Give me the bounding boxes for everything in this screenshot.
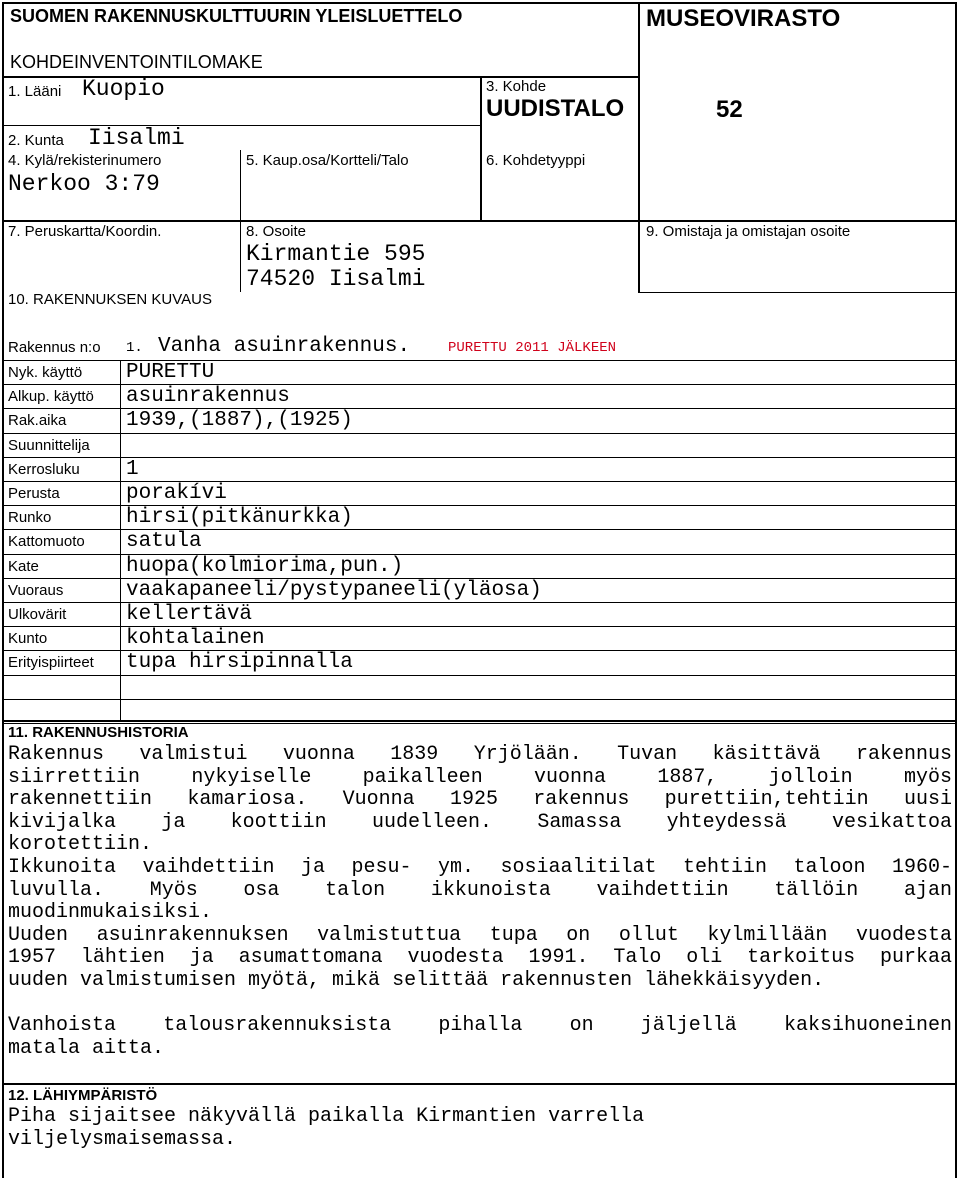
text-line: 1957 lähtien ja asumattomana vuodesta 1991. Talo oli tarkoitus purkaa [8, 946, 952, 970]
kohde-label: 3. Kohde [486, 78, 547, 95]
osoite-label: 8. Osoite [246, 223, 307, 240]
kaup-label: 5. Kaup.osa/Kortteli/Talo [246, 152, 409, 169]
text-line: Ikkunoita vaihdettiin ja pesu- ym. sosiaalitilat tehtiin taloon 1960- [8, 855, 952, 879]
attribute-label: Alkup. käyttö [8, 388, 94, 406]
rakennus-status: PURETTU 2011 JÄLKEEN [448, 340, 617, 356]
laani-value: Kuopio [82, 76, 165, 102]
attribute-label: Rak.aika [8, 412, 67, 430]
peruskartta-label: 7. Peruskartta/Koordin. [8, 223, 162, 240]
text-line: kivijalka ja koottiin uudelleen. Samassa yhteydessä vesikattoa [8, 810, 952, 834]
omistaja-label: 9. Omistaja ja omistajan osoite [646, 223, 851, 240]
text-line: viljelysmaisemassa. [8, 1127, 237, 1151]
attribute-label: Suunnittelija [8, 436, 90, 454]
surroundings-title: 12. LÄHIYMPÄRISTÖ [8, 1087, 158, 1104]
attribute-value: 1 [126, 457, 139, 481]
attribute-label: Nyk. käyttö [8, 364, 83, 381]
form-title: SUOMEN RAKENNUSKULTTUURIN YLEISLUETTELO [10, 6, 463, 26]
attribute-label: Ulkovärit [8, 606, 67, 623]
attribute-value: kellertävä [126, 603, 253, 626]
attribute-value: kohtalainen [126, 627, 265, 651]
attribute-value: porakívi [126, 482, 227, 505]
row-divider [2, 457, 957, 458]
kuvaus-label: 10. RAKENNUKSEN KUVAUS [8, 291, 212, 308]
form-subtitle: KOHDEINVENTOINTILOMAKE [10, 52, 263, 72]
kohde-number: 52 [716, 96, 743, 123]
osoite-line1: Kirmantie 595 [246, 241, 426, 267]
agency-name: MUSEOVIRASTO [646, 5, 841, 32]
surroundings-text [8, 1106, 952, 1151]
rakennus-label: Rakennus n:o [8, 339, 101, 356]
text-line: rakennettiin kamariosa. Vuonna 1925 rakennus purettiin,tehtiin uusi [8, 788, 952, 812]
row-divider [2, 433, 957, 434]
kohde-name: UUDISTALO [486, 95, 625, 122]
text-line: uuden valmistumisen myötä, mikä selittää rakennusten lähekkäisyyden. [8, 968, 825, 992]
text-line [8, 993, 952, 1016]
attribute-value: PURETTU [126, 361, 215, 384]
kohdetyyppi-label: 6. Kohdetyyppi [486, 152, 586, 169]
text-line: korotettiin. [8, 833, 153, 857]
laani-label: 1. Lääni [8, 83, 62, 100]
row-divider [2, 675, 957, 676]
attribute-label: Kattomuoto [8, 533, 85, 551]
attribute-label: Kunto [8, 630, 48, 648]
attribute-label: Erityispiirteet [8, 654, 94, 672]
attribute-value: huopa(kolmiorima,pun.) [126, 554, 404, 578]
attribute-label: Kerrosluku [8, 460, 80, 478]
history-title: 11. RAKENNUSHISTORIA [8, 724, 189, 741]
kunta-label: 2. Kunta [8, 132, 64, 149]
attribute-label: Runko [8, 509, 52, 527]
text-line: siirrettiin nykyiselle paikalleen vuonna 1887, jolloin myös [8, 765, 952, 789]
rakennus-number: 1. [126, 340, 143, 356]
attribute-value: asuinrakennus [126, 385, 290, 409]
attribute-label: Kate [8, 557, 39, 575]
text-line: Vanhoista talousrakennuksista pihalla on jäljellä kaksihuoneinen [8, 1014, 952, 1038]
kyla-label: 4. Kylä/rekisterinumero [8, 152, 162, 169]
attribute-value: satula [126, 530, 202, 554]
text-line: Rakennus valmistui vuonna 1839 Yrjölään. Tuvan käsittävä rakennus [8, 743, 952, 766]
text-line: muodinmukaisiksi. [8, 901, 213, 925]
attribute-label: Perusta [8, 485, 60, 502]
osoite-line2: 74520 Iisalmi [246, 266, 426, 292]
kunta-value: Iisalmi [88, 125, 185, 151]
attribute-value: tupa hirsipinnalla [126, 651, 353, 675]
text-line: luvulla. Myös osa talon ikkunoista vaihdettiin tällöin ajan [8, 878, 952, 902]
text-line: Piha sijaitsee näkyvällä paikalla Kirmantien varrella [8, 1105, 645, 1128]
row-divider [2, 699, 957, 700]
kyla-value: Nerkoo 3:79 [8, 171, 160, 197]
attribute-label: Vuoraus [8, 581, 64, 599]
text-line: matala aitta. [8, 1036, 165, 1060]
attribute-value: 1939,(1887),(1925) [126, 409, 353, 433]
text-line: Uuden asuinrakennuksen valmistuttua tupa on ollut kylmillään vuodesta [8, 923, 952, 947]
history-text [8, 744, 952, 1060]
rakennus-name: Vanha asuinrakennus. [158, 335, 411, 358]
attribute-value: hirsi(pitkänurkka) [126, 506, 353, 530]
attribute-value: vaakapaneeli/pystypaneeli(yläosa) [126, 578, 542, 602]
